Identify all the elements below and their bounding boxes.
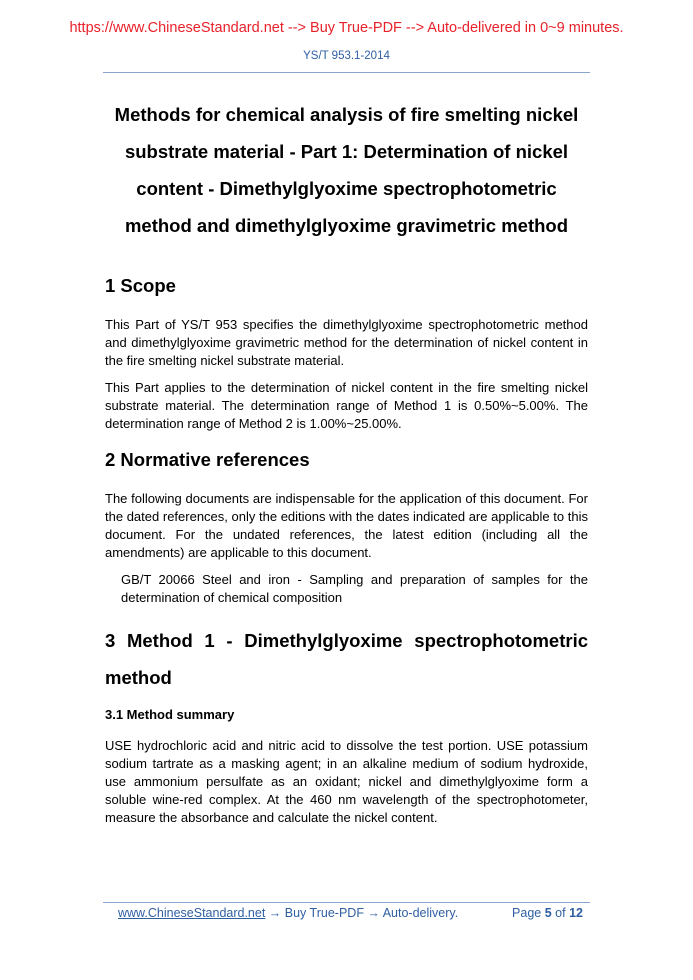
page-number	[512, 906, 583, 920]
footer-divider	[103, 902, 590, 903]
page-label: Page	[512, 906, 542, 920]
header-divider	[103, 72, 590, 73]
page-current: 5	[544, 906, 552, 920]
scope-paragraph: This Part of YS/T 953 specifies the dimethylglyoxime spectrophotometric method and dimethylglyoxime gravimetric method for the determination of nickel content in the fire smelting nickel substrate material.	[105, 317, 588, 368]
title-line: content - Dimethylglyoxime spectrophotometric	[136, 178, 557, 199]
top-banner[interactable]: https://www.ChineseStandard.net --> Buy True-PDF --> Auto-delivered in 0~9 minutes.	[69, 20, 624, 36]
document-title	[103, 96, 590, 244]
footer-delivery-text: → Buy True-PDF → Auto-delivery.	[268, 906, 459, 920]
section-heading-normative-references: 2 Normative references	[105, 449, 310, 470]
normative-paragraph: The following documents are indispensable for the application of this document. For the dated references, only the editions with the dates indicated are applicable to this document. For the undated references, the latest edition (including all the amendments) are applicable to this document.	[105, 491, 588, 560]
standard-code: YS/T 953.1-2014	[303, 50, 390, 62]
subsection-heading-method-summary: 3.1 Method summary	[105, 707, 235, 722]
method-summary-paragraph: USE hydrochloric acid and nitric acid to dissolve the test portion. USE potassium sodium tartrate as a masking agent; in an alkaline medium of sodium hydroxide, use ammonium persulfate as an oxidant; nickel and dimethylglyoxime form a soluble wine-red complex. At the 460 nm wavelength of the spectrophotometer, measure the absorbance and calculate the nickel content.	[105, 738, 588, 825]
page-footer	[118, 906, 583, 920]
normative-reference-item: GB/T 20066 Steel and iron - Sampling and preparation of samples for the determination of chemical composition	[121, 572, 588, 605]
scope-paragraph: This Part applies to the determination of nickel content in the fire smelting nickel substrate material. The determination range of Method 1 is 0.50%~5.00%. The determination range of Method 2 is 1.00%~25.00%.	[105, 380, 588, 431]
title-line: substrate material - Part 1: Determination of nickel	[124, 141, 569, 162]
document-body	[105, 274, 588, 836]
page-total: 12	[569, 906, 583, 920]
section-heading-method-1: 3 Method 1 - Dimethylglyoxime spectrophotometric method	[105, 630, 588, 688]
section-heading-scope: 1 Scope	[105, 275, 176, 296]
footer-site-link[interactable]: www.ChineseStandard.net	[118, 906, 266, 920]
page-of: of	[555, 906, 566, 920]
footer-links	[118, 906, 458, 920]
title-line: Methods for chemical analysis of fire smelting nickel	[114, 104, 579, 125]
title-line: method and dimethylglyoxime gravimetric method	[124, 215, 569, 236]
